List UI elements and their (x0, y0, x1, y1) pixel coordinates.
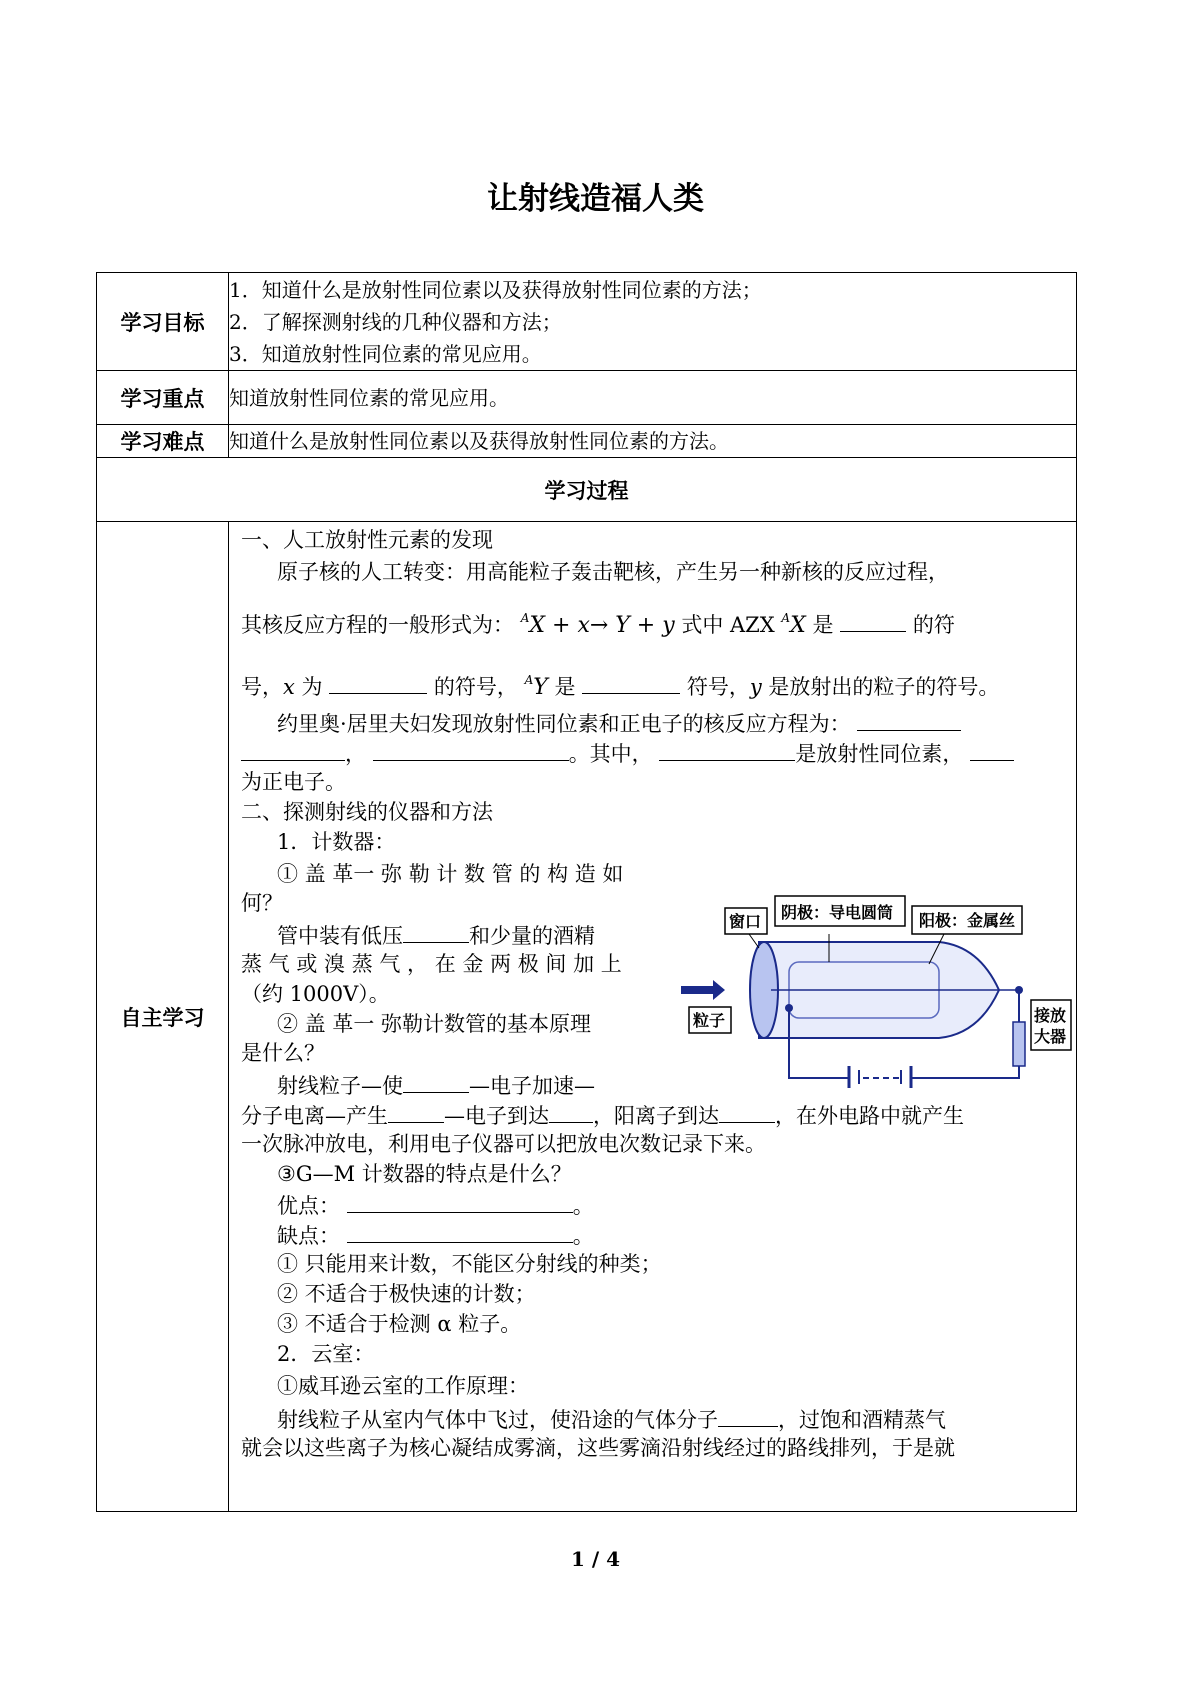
paragraph: 号，x 为 的符号， $^A$Y 是 符号，y 是放射出的粒子的符号。 (241, 673, 1000, 700)
answer-blank[interactable] (347, 1190, 573, 1213)
question: 何？ (241, 891, 283, 915)
answer-blank[interactable] (329, 671, 427, 694)
difficulty-row (97, 425, 1077, 458)
answer-blank[interactable] (241, 738, 345, 761)
question: 是什么？ (241, 1041, 325, 1065)
answer-blank[interactable] (347, 1220, 573, 1243)
paragraph: 优点： 。 (277, 1190, 1066, 1220)
paragraph: ， 。其中， 是放射性同位素， (241, 738, 1066, 768)
paragraph: （约 1000V）。 (241, 982, 390, 1006)
paragraph: 蒸 气 或 溴 蒸 气 ， 在 金 两 极 间 加 上 (241, 952, 622, 976)
paragraph: 缺点： 。 (277, 1220, 1066, 1250)
objectives-label: 学习目标 (97, 273, 229, 371)
section-1-heading: 一、人工放射性元素的发现 (241, 528, 493, 552)
answer-blank[interactable] (857, 708, 961, 731)
question: ①威耳逊云室的工作原理： (277, 1374, 529, 1398)
question: ③G—M 计数器的特点是什么？ (277, 1162, 572, 1186)
cathode-label: 阴极：导电圆筒 (781, 903, 894, 922)
self-study-row (97, 522, 1077, 1512)
window-label: 窗口 (729, 912, 762, 931)
self-study-label: 自主学习 (97, 522, 229, 1512)
paragraph: 就会以这些离子为核心凝结成雾滴，这些雾滴沿射线经过的路线排列，于是就 (241, 1436, 955, 1460)
particle-arrow-icon (681, 980, 725, 1000)
paragraph: 管中装有低压 和少量的酒精 (277, 920, 1066, 950)
paragraph: 为正电子。 (241, 770, 346, 794)
answer-blank[interactable] (659, 738, 795, 761)
answer-blank[interactable] (403, 1070, 469, 1093)
self-study-content (229, 522, 1077, 1512)
geiger-counter-diagram (679, 882, 1067, 1082)
paragraph: 一次脉冲放电，利用电子仪器可以把放电次数记录下来。 (241, 1132, 766, 1156)
paragraph: 射线粒子从室内气体中飞过，使沿途的气体分子 ，过饱和酒精蒸气 (277, 1404, 1066, 1434)
list-item: ② 不适合于极快速的计数； (277, 1282, 536, 1306)
subheading: 1．计数器： (277, 830, 396, 854)
objectives-list (229, 273, 1077, 371)
answer-blank[interactable] (719, 1100, 775, 1123)
list-item: ③ 不适合于检测 α 粒子。 (277, 1312, 522, 1336)
paragraph: 原子核的人工转变：用高能粒子轰击靶核，产生另一种新核的反应过程， (277, 560, 949, 584)
section-2-heading: 二、探测射线的仪器和方法 (241, 800, 493, 824)
paragraph: 约里奥·居里夫妇发现放射性同位素和正电子的核反应方程为： (277, 708, 1066, 738)
study-table (96, 272, 1077, 1512)
answer-blank[interactable] (840, 609, 906, 632)
particle-label: 粒子 (693, 1011, 726, 1030)
paragraph: 分子电离—产生 —电子到达 ，阳离子到达 ，在外电路中就产生 (241, 1100, 1066, 1130)
difficulty-text: 知道什么是放射性同位素以及获得放射性同位素的方法。 (229, 425, 1077, 458)
amplifier-label: 接放 (1034, 1006, 1067, 1025)
objective-item: 1．知道什么是放射性同位素以及获得放射性同位素的方法； (229, 277, 762, 302)
key-point-label: 学习重点 (97, 371, 229, 425)
page-title: 让射线造福人类 (487, 181, 704, 217)
difficulty-label: 学习难点 (97, 425, 229, 458)
question: ② 盖 革一 弥勒计数管的基本原理 (277, 1012, 592, 1036)
answer-blank[interactable] (970, 738, 1014, 761)
formula-line: 其核反应方程的一般形式为： $^A$X + x→ Y + y 式中 AZX $^A$X 是 的符 (241, 611, 955, 638)
page-number: 1 / 4 (570, 1547, 621, 1571)
answer-blank[interactable] (403, 920, 469, 943)
subheading: 2．云室： (277, 1342, 375, 1366)
key-point-text: 知道放射性同位素的常见应用。 (229, 371, 1077, 425)
objective-item: 2．了解探测射线的几种仪器和方法； (229, 309, 562, 334)
anode-label: 阳极：金属丝 (919, 911, 1016, 930)
resistor-icon (1013, 1022, 1025, 1066)
process-header: 学习过程 (97, 458, 1077, 522)
answer-blank[interactable] (582, 671, 680, 694)
answer-blank[interactable] (718, 1404, 778, 1427)
list-item: ① 只能用来计数，不能区分射线的种类； (277, 1252, 662, 1276)
paragraph: 射线粒子—使 —电子加速— (277, 1070, 1066, 1100)
objective-item: 3．知道放射性同位素的常见应用。 (229, 341, 542, 366)
objectives-row (97, 273, 1077, 371)
answer-blank[interactable] (388, 1100, 444, 1123)
answer-blank[interactable] (549, 1100, 593, 1123)
key-point-row (97, 371, 1077, 425)
amplifier-label: 大器 (1034, 1027, 1067, 1046)
process-header-row (97, 458, 1077, 522)
reaction-formula: X + x→ Y + y (529, 613, 675, 638)
answer-blank[interactable] (373, 738, 569, 761)
question: ① 盖 革一 弥 勒 计 数 管 的 构 造 如 (277, 862, 624, 886)
